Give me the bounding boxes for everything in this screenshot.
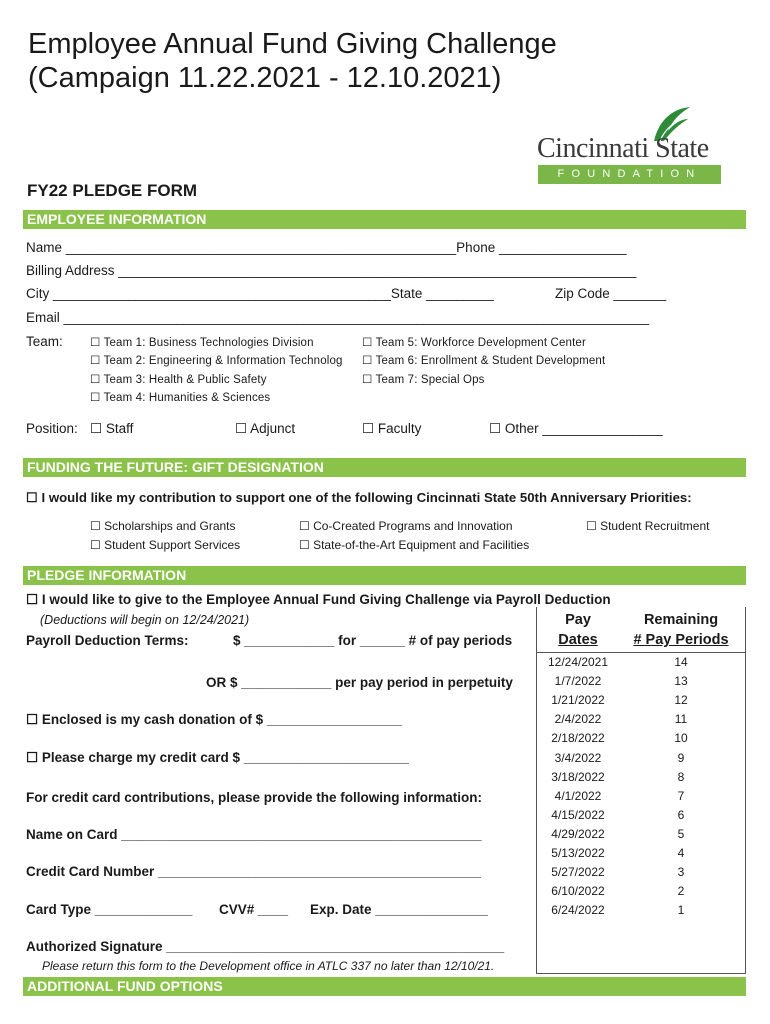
priority-option[interactable]: ☐ Student Support Services [90, 538, 241, 552]
remaining-header-2: # Pay Periods [633, 632, 729, 648]
remaining-header-1: Remaining [643, 612, 719, 628]
remaining-periods-cell: 13 [674, 674, 688, 688]
team-option[interactable]: ☐ Team 6: Enrollment & Student Development [362, 355, 606, 367]
remaining-periods-cell: 11 [674, 712, 688, 726]
name-on-card-field[interactable]: Name on Card ________________________________________________ [26, 827, 482, 842]
pay-date-cell: 12/24/2021 [547, 655, 609, 669]
team-label: Team: [26, 334, 63, 349]
section-pledge-information: PLEDGE INFORMATION [23, 566, 746, 585]
remaining-periods-cell: 12 [674, 693, 688, 707]
section-additional-fund-options: ADDITIONAL FUND OPTIONS [23, 977, 746, 996]
remaining-periods-cell: 5 [677, 827, 685, 841]
table-header-divider [537, 652, 745, 653]
team-option[interactable]: ☐ Team 3: Health & Public Safety [90, 374, 267, 386]
pay-date-cell: 1/7/2022 [554, 674, 602, 688]
perpetuity-field[interactable]: OR $ ____________ per pay period in perpetuity [206, 675, 513, 690]
team-option[interactable]: ☐ Team 5: Workforce Development Center [362, 337, 586, 349]
pay-date-cell: 4/1/2022 [554, 789, 602, 803]
payroll-terms-field[interactable]: $ ____________ for ______ # of pay periods [233, 633, 513, 648]
exp-date-field[interactable]: Exp. Date _______________ [310, 902, 488, 917]
zip-code-field[interactable]: Zip Code _______ [555, 286, 667, 301]
pay-date-cell: 5/13/2022 [551, 846, 605, 860]
logo-wordmark: Cincinnati State [537, 133, 709, 164]
remaining-periods-cell: 14 [674, 655, 688, 669]
remaining-periods-cell: 1 [677, 903, 685, 917]
remaining-periods-cell: 4 [677, 846, 685, 860]
position-label: Position: [26, 421, 78, 436]
priority-option[interactable]: ☐ Student Recruitment [586, 519, 710, 533]
position-other-checkbox[interactable]: ☐ Other ________________ [489, 421, 663, 436]
return-instructions: Please return this form to the Development office in ATLC 337 no later than 12/10/21. [42, 959, 495, 973]
pay-date-cell: 5/27/2022 [551, 865, 605, 879]
card-type-field[interactable]: Card Type _____________ [26, 902, 193, 917]
credit-card-info-heading: For credit card contributions, please provide the following information: [26, 790, 483, 805]
pay-date-cell: 3/4/2022 [554, 751, 602, 765]
position-staff-checkbox[interactable]: ☐ Staff [90, 421, 134, 436]
position-adjunct-checkbox[interactable]: ☐ Adjunct [235, 421, 296, 436]
pay-date-cell: 6/10/2022 [551, 884, 605, 898]
priority-option[interactable]: ☐ Co-Created Programs and Innovation [299, 519, 513, 533]
pay-date-cell: 2/4/2022 [554, 712, 602, 726]
city-state-field[interactable]: City _____________________________________________State _________ [26, 286, 494, 301]
cvv-field[interactable]: CVV# ____ [219, 902, 289, 917]
form-title: FY22 PLEDGE FORM [27, 181, 198, 200]
credit-card-checkbox[interactable]: ☐ Please charge my credit card $ ______________________ [26, 750, 409, 765]
logo-foundation-bar: FOUNDATION [538, 165, 721, 184]
team-option[interactable]: ☐ Team 1: Business Technologies Division [90, 337, 314, 349]
remaining-periods-cell: 10 [674, 731, 688, 745]
pay-date-cell: 1/21/2022 [551, 693, 605, 707]
pay-date-cell: 3/18/2022 [551, 770, 605, 784]
team-option[interactable]: ☐ Team 7: Special Ops [362, 374, 485, 386]
deduction-start-note: (Deductions will begin on 12/24/2021) [40, 613, 250, 627]
title-line-1: Employee Annual Fund Giving Challenge [28, 28, 557, 60]
position-faculty-checkbox[interactable]: ☐ Faculty [362, 421, 422, 436]
authorized-signature-field[interactable]: Authorized Signature _____________________________________________ [26, 939, 505, 954]
email-field[interactable]: Email ______________________________________________________________________________ [26, 310, 650, 325]
pay-date-cell: 2/18/2022 [551, 731, 605, 745]
section-employee-information: EMPLOYEE INFORMATION [23, 210, 746, 229]
payroll-terms-label: Payroll Deduction Terms: [26, 633, 189, 648]
remaining-periods-cell: 9 [677, 751, 685, 765]
billing-address-field[interactable]: Billing Address _____________________________________________________________________ [26, 263, 637, 278]
team-option[interactable]: ☐ Team 2: Engineering & Information Technolog [90, 355, 343, 367]
team-option[interactable]: ☐ Team 4: Humanities & Sciences [90, 392, 271, 404]
section-funding-the-future: FUNDING THE FUTURE: GIFT DESIGNATION [23, 458, 746, 477]
priority-option[interactable]: ☐ Scholarships and Grants [90, 519, 236, 533]
pay-date-cell: 4/15/2022 [551, 808, 605, 822]
pay-dates-header-1: Pay [565, 612, 591, 628]
title-line-2: (Campaign 11.22.2021 - 12.10.2021) [28, 62, 502, 94]
remaining-periods-cell: 8 [677, 770, 685, 784]
pay-dates-header-2: Dates [558, 632, 598, 648]
payroll-deduction-checkbox[interactable]: ☐ I would like to give to the Employee Annual Fund Giving Challenge via Payroll Deduction [26, 592, 611, 607]
remaining-periods-cell: 2 [677, 884, 685, 898]
cash-donation-checkbox[interactable]: ☐ Enclosed is my cash donation of $ __________________ [26, 712, 403, 727]
priority-option[interactable]: ☐ State-of-the-Art Equipment and Facilities [299, 538, 530, 552]
remaining-periods-cell: 6 [677, 808, 685, 822]
pay-date-cell: 4/29/2022 [551, 827, 605, 841]
priorities-checkbox[interactable]: ☐ I would like my contribution to support one of the following Cincinnati State 50th Anniversary Priorities: [26, 490, 692, 505]
credit-card-number-field[interactable]: Credit Card Number ___________________________________________ [26, 864, 481, 879]
name-phone-field[interactable]: Name ____________________________________________________Phone _________________ [26, 240, 627, 255]
pay-date-cell: 6/24/2022 [551, 903, 605, 917]
remaining-periods-cell: 3 [677, 865, 685, 879]
remaining-periods-cell: 7 [677, 789, 685, 803]
